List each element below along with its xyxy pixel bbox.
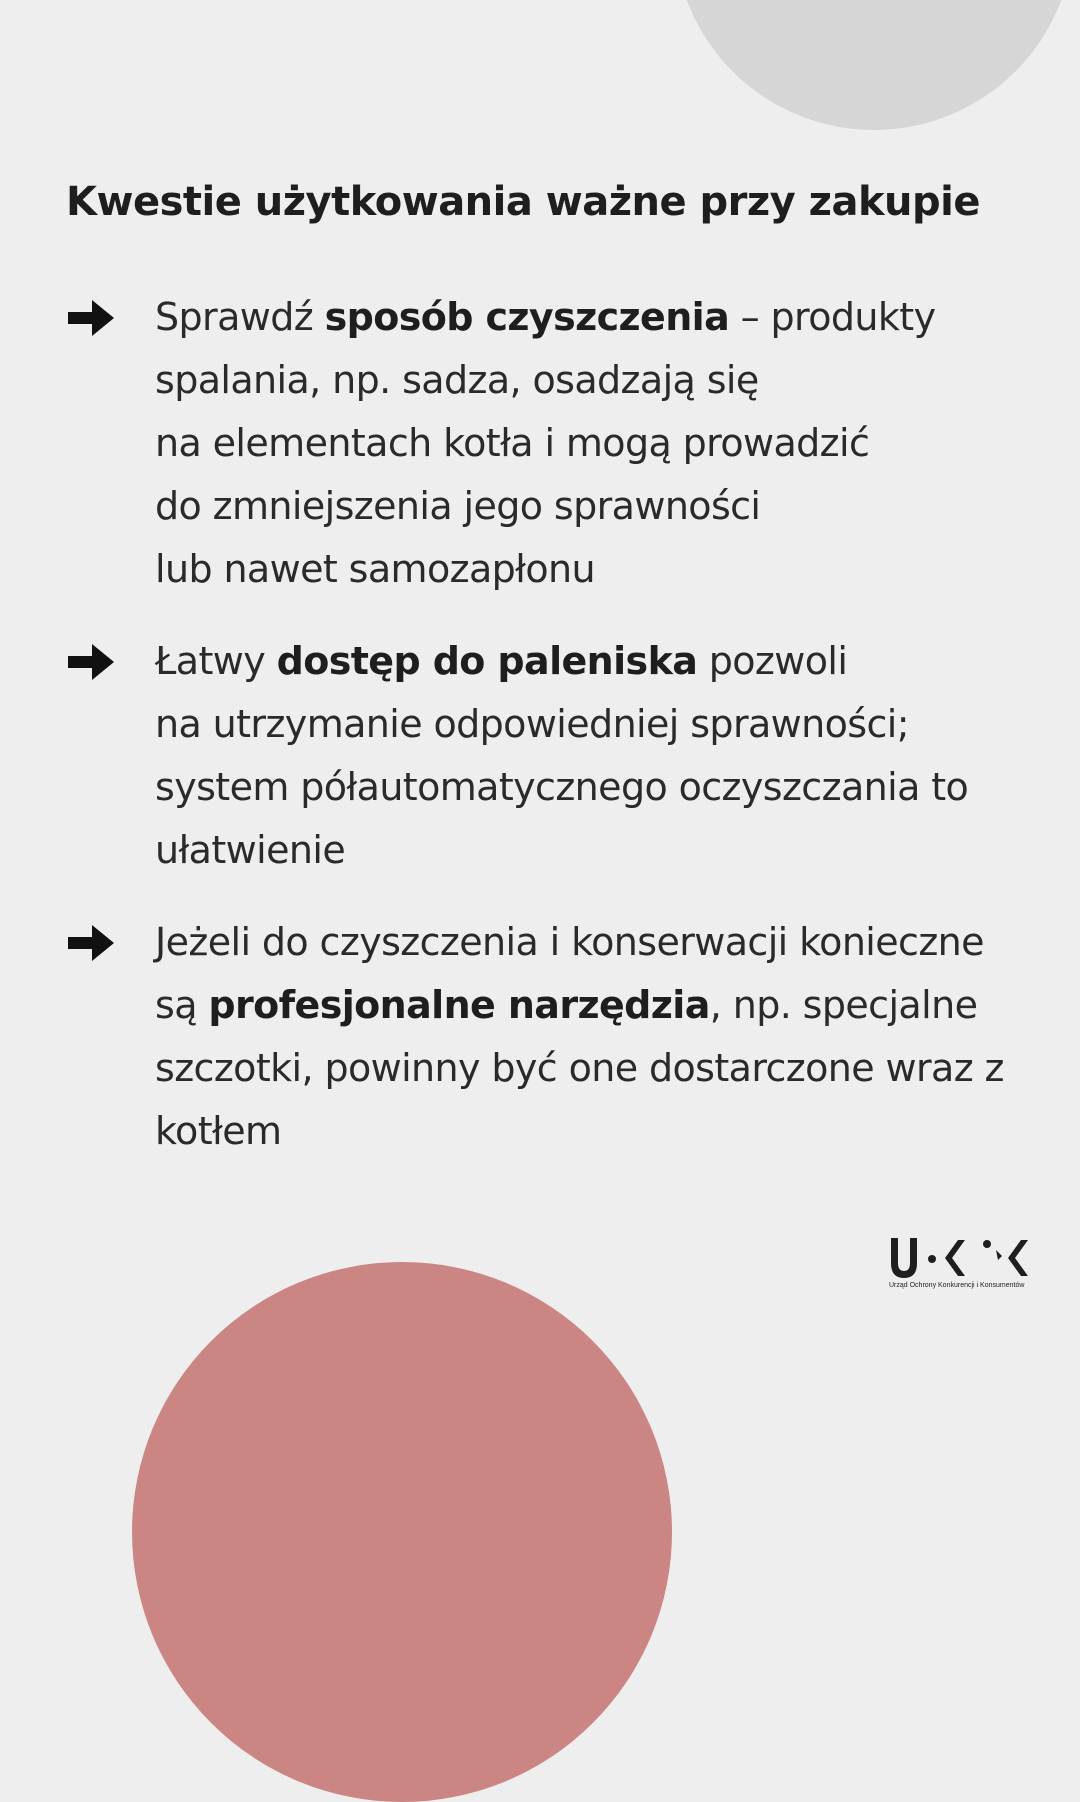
logo-subtitle: Urząd Ochrony Konkurencji i Konsumentów [889,1282,1025,1289]
body-text: na utrzymanie odpowiedniej sprawności; system półautomatycznego oczyszczania to ułatwienie [155,702,969,872]
body-text: – produkty spalania, np. sadza, osadzają się [155,295,936,402]
body-text: lub nawet samozapłonu [155,547,595,591]
list-item-text [155,286,1025,601]
body-text: Sprawdź [155,295,325,339]
arrow-right-icon [66,923,118,963]
body-text: pozwoli [697,639,848,683]
body-text: Jeżeli do czyszczenia i konserwacji konieczne są [155,920,984,1027]
list-item-text [155,911,1025,1163]
decorative-circle-top [674,0,1074,130]
arrow-right-icon [66,642,118,682]
body-text: do zmniejszenia jego sprawności [155,484,761,528]
page-title: Kwestie użytkowania ważne przy zakupie [66,179,981,225]
decorative-circle-bottom [132,1262,672,1802]
list-item-text [155,630,1025,882]
body-text: Łatwy [155,639,277,683]
arrow-right-icon [66,298,118,338]
body-text: , np. specjalne szczotki, powinny być one dostarczone wraz z kotłem [155,983,1004,1153]
emphasis-text: dostęp do paleniska [276,639,698,683]
emphasis-text: sposób czyszczenia [324,295,730,339]
emphasis-text: profesjonalne narzędzia [208,983,710,1027]
body-text: na elementach kotła i mogą prowadzić [155,421,870,465]
